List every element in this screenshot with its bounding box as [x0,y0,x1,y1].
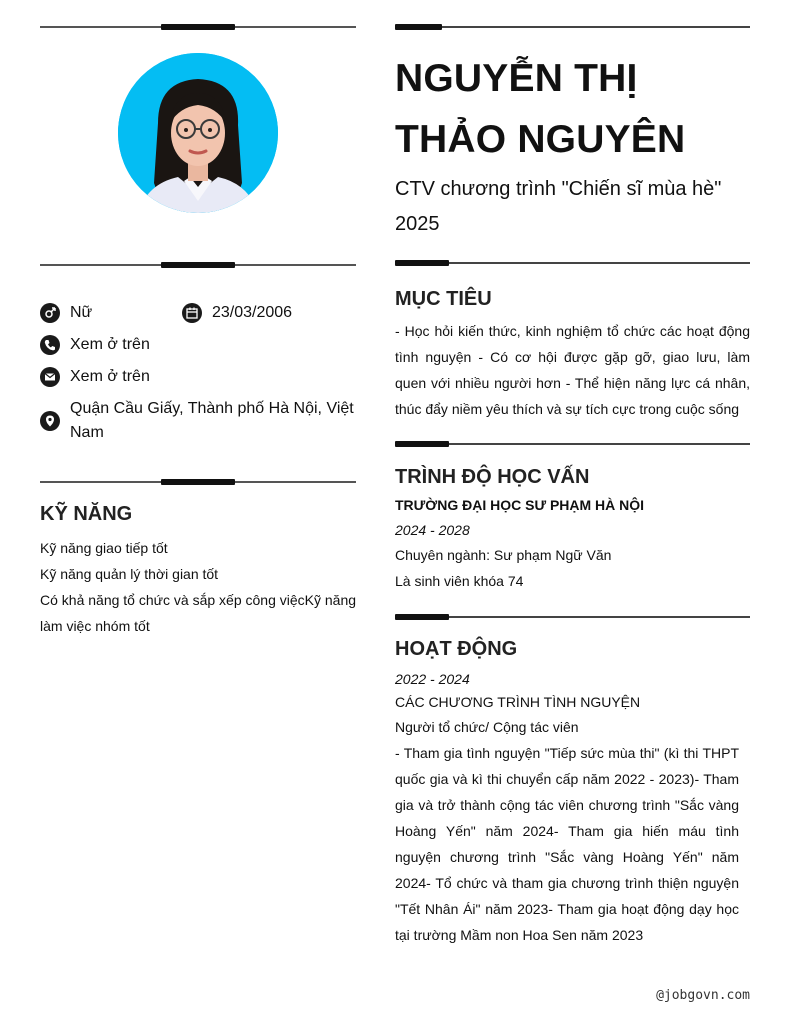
right-divider-objective [395,262,750,264]
education-title: TRÌNH ĐỘ HỌC VẤN [395,466,590,488]
skills-title: KỸ NĂNG [40,503,133,525]
activities-role: Người tổ chức/ Cộng tác viên [395,719,579,735]
skills-list [40,535,356,639]
gender-value: Nữ [70,304,93,321]
activities-org: CÁC CHƯƠNG TRÌNH TÌNH NGUYỆN [395,694,641,710]
objective-text: - Học hỏi kiến thức, kinh nghiệm tổ chức các hoạt động tình nguyện - Có cơ hội được gặp gỡ, giao lưu, làm quen với nhiều người hơn - Thể hiện năng lực cá nhân, thúc đẩy niềm yêu thích và sự tích cực trong cuộc sống [395,323,750,417]
calendar-icon [182,303,202,323]
education-note: Là sinh viên khóa 74 [395,573,524,589]
education-major: Chuyên ngành: Sư phạm Ngữ Văn [395,547,612,563]
avatar [118,53,278,213]
address-value: Quận Cầu Giấy, Thành phố Hà Nội, Việt Nam [70,400,354,441]
email-icon [40,367,60,387]
email-value: Xem ở trên [70,368,150,385]
right-divider-activities [395,616,750,618]
left-divider-skills [40,481,356,483]
skill-item: Kỹ năng giao tiếp tốt [40,540,168,556]
education-school: TRƯỜNG ĐẠI HỌC SƯ PHẠM HÀ NỘI [395,497,645,513]
candidate-name: NGUYỄN THỊ THẢO NGUYÊN [395,57,686,161]
left-divider-top [40,26,356,28]
position-title: CTV chương trình "Chiến sĩ mùa hè" 2025 [395,178,722,235]
skill-item: Kỹ năng quản lý thời gian tốt [40,566,219,582]
watermark: @jobgovn.com [656,988,750,1003]
skill-item: Có khả năng tổ chức và sắp xếp công việcKỹ năng làm việc nhóm tốt [40,592,357,634]
phone-icon [40,335,60,355]
phone-value: Xem ở trên [70,336,150,353]
objective-title: MỤC TIÊU [395,288,492,310]
birthday-value: 23/03/2006 [212,304,293,321]
activities-description: - Tham gia tình nguyện "Tiếp sức mùa thi" (kì thi THPT quốc gia và kì thi chuyển cấp năm 2022 - 2023)- Tham gia và trở thành cộng tác viên chương trình "Sắc vàng Hoàng Yến" năm 2024- Tham gia hiến máu tình nguyện chương trình "Sắc vàng Hoàng Yến" năm 2024- Tổ chức và tham gia chương trình thiện nguyện "Tết Nhân Ái" năm 2023- Tham gia hoạt động dạy học tại trường Mầm non Hoa Sen năm 2023 [395,745,739,943]
right-divider-top [395,26,750,28]
activities-title: HOẠT ĐỘNG [395,638,518,660]
right-divider-education [395,443,750,445]
location-icon [40,411,60,431]
activities-period: 2022 - 2024 [395,671,470,687]
education-period: 2024 - 2028 [395,522,470,538]
gender-icon [40,303,60,323]
left-divider-info [40,264,356,266]
